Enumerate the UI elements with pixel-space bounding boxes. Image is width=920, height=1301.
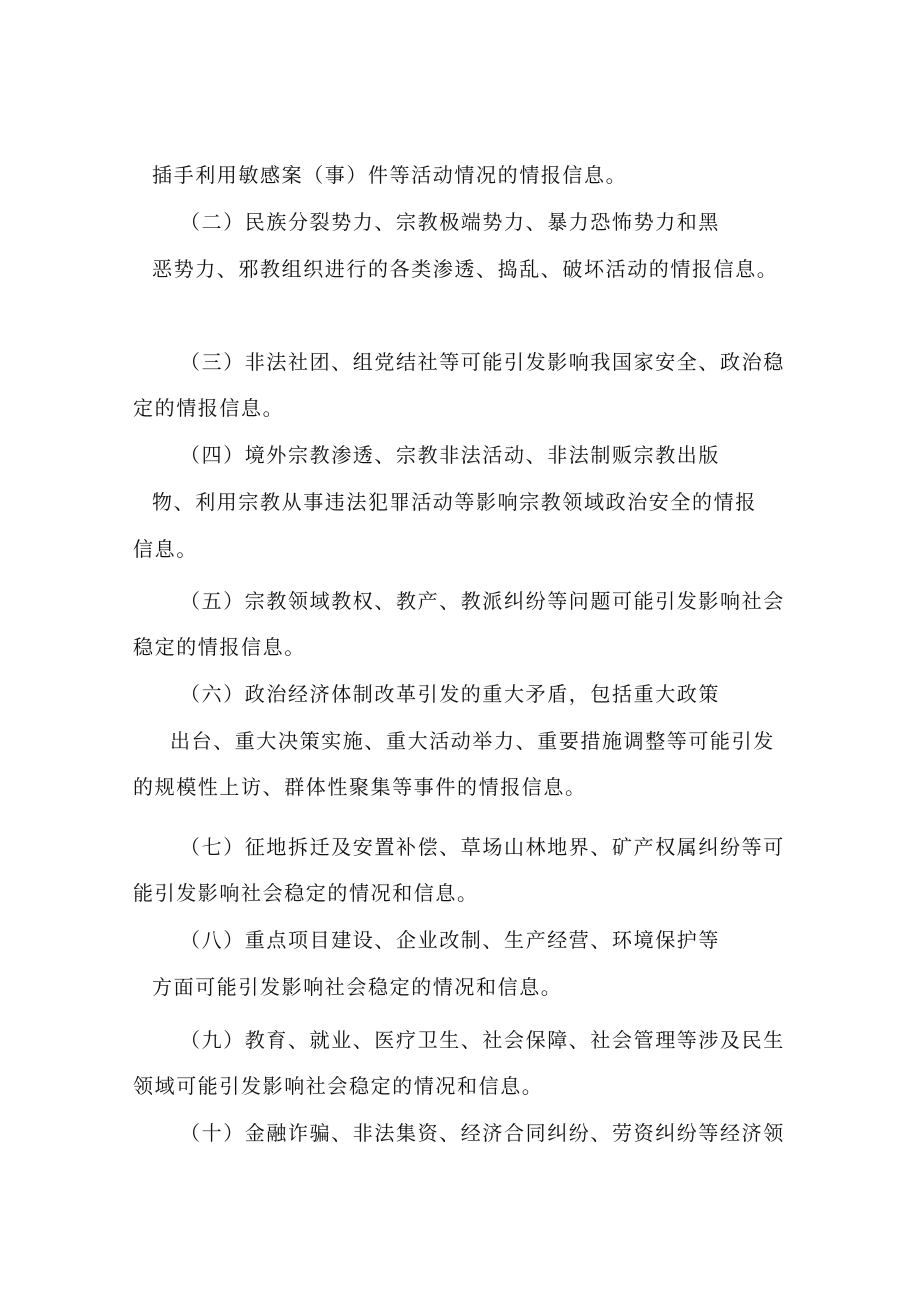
text-line: （二）民族分裂势力、宗教极端势力、暴力恐怖势力和黑 bbox=[180, 210, 720, 234]
text-line: （七）征地拆迁及安置补偿、草场山林地界、矿产权属纠纷等可 bbox=[180, 835, 785, 859]
text-line: 能引发影响社会稳定的情况和信息。 bbox=[133, 881, 479, 905]
text-line: （四）境外宗教渗透、宗教非法活动、非法制贩宗教出版 bbox=[180, 443, 720, 467]
text-line: 插手利用敏感案（事）件等活动情况的情报信息。 bbox=[152, 163, 628, 187]
text-line: （五）宗教领域教权、教产、教派纠纷等问题可能引发影响社会 bbox=[180, 589, 785, 613]
text-line: （九）教育、就业、医疗卫生、社会保障、社会管理等涉及民生 bbox=[180, 1028, 785, 1052]
text-line: （十）金融诈骗、非法集资、经济合同纠纷、劳资纠纷等经济领 bbox=[180, 1121, 785, 1145]
text-line: （六）政治经济体制改革引发的重大矛盾，包括重大政策 bbox=[180, 682, 720, 706]
text-line: 恶势力、邪教组织进行的各类渗透、捣乱、破坏活动的情报信息。 bbox=[152, 257, 779, 281]
text-line: 方面可能引发影响社会稳定的情况和信息。 bbox=[152, 975, 563, 999]
text-line: 定的情报信息。 bbox=[133, 396, 285, 420]
text-line: 出台、重大决策实施、重大活动举力、重要措施调整等可能引发 bbox=[170, 729, 775, 753]
text-line: 稳定的情报信息。 bbox=[133, 635, 306, 659]
text-line: 物、利用宗教从事违法犯罪活动等影响宗教领域政治安全的情报 bbox=[152, 490, 757, 514]
text-line: 的规模性上访、群体性聚集等事件的情报信息。 bbox=[133, 775, 587, 799]
text-line: 信息。 bbox=[133, 537, 198, 561]
text-line: （八）重点项目建设、企业改制、生产经营、环境保护等 bbox=[180, 928, 720, 952]
text-line: （三）非法社团、组党结社等可能引发影响我国家安全、政治稳 bbox=[180, 350, 785, 374]
text-line: 领域可能引发影响社会稳定的情况和信息。 bbox=[133, 1074, 544, 1098]
